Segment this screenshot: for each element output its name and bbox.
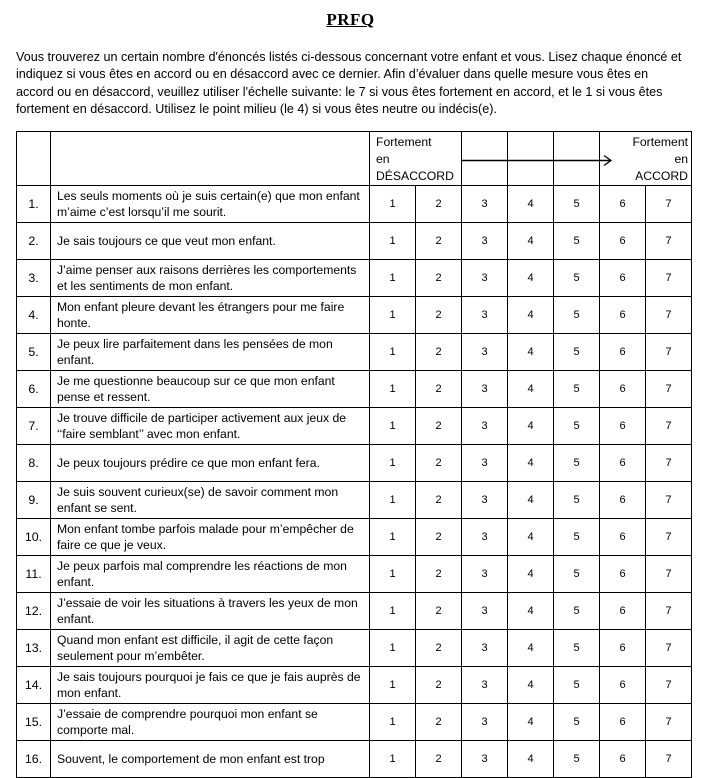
rating-option-1[interactable]: 1 [370,482,416,519]
scale-disagree-line3: DÉSACCORD [376,169,454,183]
rating-option-6[interactable]: 6 [600,741,646,778]
item-statement: Je sais toujours pourquoi je fais ce que je fais auprès de mon enfant. [51,667,370,704]
rating-option-1[interactable]: 1 [370,556,416,593]
scale-disagree-line2: en [376,152,390,166]
rating-option-6[interactable]: 6 [600,297,646,334]
rating-option-7[interactable]: 7 [646,704,692,741]
rating-option-1[interactable]: 1 [370,593,416,630]
rating-option-3[interactable]: 3 [462,297,508,334]
rating-option-2[interactable]: 2 [416,630,462,667]
item-row [17,408,692,445]
rating-option-1[interactable]: 1 [370,519,416,556]
item-row [17,519,692,556]
rating-option-3[interactable]: 3 [462,408,508,445]
item-statement: Souvent, le comportement de mon enfant est trop [51,741,370,778]
rating-option-7[interactable]: 7 [646,667,692,704]
rating-option-3[interactable]: 3 [462,630,508,667]
rating-option-7[interactable]: 7 [646,482,692,519]
rating-option-7[interactable]: 7 [646,408,692,445]
rating-option-2[interactable]: 2 [416,519,462,556]
rating-option-7[interactable]: 7 [646,593,692,630]
rating-option-6[interactable]: 6 [600,186,646,223]
rating-option-4[interactable]: 4 [508,334,554,371]
rating-option-2[interactable]: 2 [416,556,462,593]
item-row [17,260,692,297]
item-number: 6. [17,371,51,408]
rating-option-5[interactable]: 5 [554,556,600,593]
scale-agree-line3: ACCORD [635,169,688,183]
rating-option-5[interactable]: 5 [554,519,600,556]
rating-option-6[interactable]: 6 [600,667,646,704]
rating-option-4[interactable]: 4 [508,297,554,334]
rating-option-7[interactable]: 7 [646,519,692,556]
rating-option-5[interactable]: 5 [554,445,600,482]
rating-option-7[interactable]: 7 [646,297,692,334]
item-number: 10. [17,519,51,556]
rating-option-2[interactable]: 2 [416,445,462,482]
rating-option-6[interactable]: 6 [600,223,646,260]
item-statement: Quand mon enfant est difficile, il agit de cette façon seulement pour m’embêter. [51,630,370,667]
rating-option-5[interactable]: 5 [554,297,600,334]
rating-option-4[interactable]: 4 [508,630,554,667]
instructions-paragraph: Vous trouverez un certain nombre d'énoncés listés ci-dessous concernant votre enfant et vous. Lisez chaque énoncé et indiquez si vous êtes en accord ou en désaccord avec ce dernier. Afin d’évaluer dans quelle mesure vous êtes en accord ou en désaccord, veuillez utiliser l'échelle suivante: le 7 si vous êtes fortement en accord, et le 1 si vous êtes fortement en désaccord. Utilisez le point milieu (le 4) si vous êtes neutre ou indécis(e). [16,50,682,117]
rating-option-2[interactable]: 2 [416,482,462,519]
item-statement: J’essaie de comprendre pourquoi mon enfant se comporte mal. [51,704,370,741]
rating-option-2[interactable]: 2 [416,186,462,223]
rating-option-3[interactable]: 3 [462,482,508,519]
rating-option-1[interactable]: 1 [370,630,416,667]
scale-disagree-line1: Fortement [376,135,432,149]
item-row [17,334,692,371]
rating-option-2[interactable]: 2 [416,704,462,741]
item-statement: Je peux lire parfaitement dans les pensées de mon enfant. [51,334,370,371]
item-row [17,371,692,408]
rating-option-5[interactable]: 5 [554,482,600,519]
item-number: 13. [17,630,51,667]
rating-option-6[interactable]: 6 [600,334,646,371]
scale-arrow-icon [461,153,617,169]
item-number: 5. [17,334,51,371]
item-statement: J’aime penser aux raisons derrières les comportements et les sentiments de mon enfant. [51,260,370,297]
rating-option-6[interactable]: 6 [600,482,646,519]
item-statement: Mon enfant tombe parfois malade pour m’empêcher de faire ce que je veux. [51,519,370,556]
rating-option-7[interactable]: 7 [646,223,692,260]
item-number: 4. [17,297,51,334]
rating-option-6[interactable]: 6 [600,556,646,593]
questionnaire-table [16,131,692,778]
item-number: 12. [17,593,51,630]
item-number: 8. [17,445,51,482]
rating-option-3[interactable]: 3 [462,704,508,741]
item-number: 14. [17,667,51,704]
item-number: 11. [17,556,51,593]
rating-option-5[interactable]: 5 [554,704,600,741]
rating-option-1[interactable]: 1 [370,297,416,334]
rating-option-3[interactable]: 3 [462,186,508,223]
rating-option-2[interactable]: 2 [416,741,462,778]
item-statement: Je peux parfois mal comprendre les réactions de mon enfant. [51,556,370,593]
rating-option-4[interactable]: 4 [508,741,554,778]
item-row [17,630,692,667]
rating-option-4[interactable]: 4 [508,556,554,593]
rating-option-3[interactable]: 3 [462,371,508,408]
item-statement: J’essaie de voir les situations à travers les yeux de mon enfant. [51,593,370,630]
rating-option-4[interactable]: 4 [508,445,554,482]
rating-option-2[interactable]: 2 [416,408,462,445]
item-row [17,593,692,630]
rating-option-5[interactable]: 5 [554,630,600,667]
rating-option-6[interactable]: 6 [600,630,646,667]
rating-option-4[interactable]: 4 [508,223,554,260]
rating-option-1[interactable]: 1 [370,371,416,408]
item-row [17,704,692,741]
rating-option-6[interactable]: 6 [600,593,646,630]
rating-option-6[interactable]: 6 [600,445,646,482]
rating-option-7[interactable]: 7 [646,186,692,223]
rating-option-4[interactable]: 4 [508,482,554,519]
rating-option-2[interactable]: 2 [416,593,462,630]
rating-option-3[interactable]: 3 [462,334,508,371]
rating-option-5[interactable]: 5 [554,741,600,778]
rating-option-3[interactable]: 3 [462,741,508,778]
rating-option-2[interactable]: 2 [416,667,462,704]
rating-option-7[interactable]: 7 [646,334,692,371]
item-number: 1. [17,186,51,223]
item-statement: Je me questionne beaucoup sur ce que mon enfant pense et ressent. [51,371,370,408]
rating-option-3[interactable]: 3 [462,667,508,704]
item-row [17,556,692,593]
rating-option-2[interactable]: 2 [416,297,462,334]
rating-option-4[interactable]: 4 [508,519,554,556]
item-statement: Je trouve difficile de participer activement aux jeux de ‘‘faire semblant’’ avec mon enfant. [51,408,370,445]
rating-option-1[interactable]: 1 [370,667,416,704]
rating-option-3[interactable]: 3 [462,223,508,260]
rating-option-3[interactable]: 3 [462,519,508,556]
header-empty-num [17,132,51,186]
rating-option-1[interactable]: 1 [370,408,416,445]
rating-option-5[interactable]: 5 [554,371,600,408]
item-row [17,186,692,223]
item-row [17,445,692,482]
rating-option-1[interactable]: 1 [370,741,416,778]
rating-option-6[interactable]: 6 [600,519,646,556]
header-empty-statement [51,132,370,186]
rating-option-6[interactable]: 6 [600,260,646,297]
rating-option-5[interactable]: 5 [554,408,600,445]
item-number: 3. [17,260,51,297]
rating-option-4[interactable]: 4 [508,260,554,297]
item-statement: Je sais toujours ce que veut mon enfant. [51,223,370,260]
scale-label-disagree [370,132,462,186]
rating-option-5[interactable]: 5 [554,334,600,371]
rating-option-4[interactable]: 4 [508,667,554,704]
rating-option-5[interactable]: 5 [554,223,600,260]
rating-option-7[interactable]: 7 [646,556,692,593]
rating-option-4[interactable]: 4 [508,371,554,408]
rating-option-3[interactable]: 3 [462,260,508,297]
rating-option-2[interactable]: 2 [416,223,462,260]
rating-option-3[interactable]: 3 [462,593,508,630]
rating-option-1[interactable]: 1 [370,445,416,482]
scale-agree-line1: Fortement [632,135,688,149]
rating-option-6[interactable]: 6 [600,371,646,408]
rating-option-1[interactable]: 1 [370,186,416,223]
item-row [17,297,692,334]
item-row [17,223,692,260]
rating-option-1[interactable]: 1 [370,260,416,297]
rating-option-3[interactable]: 3 [462,445,508,482]
rating-option-2[interactable]: 2 [416,334,462,371]
rating-option-2[interactable]: 2 [416,260,462,297]
rating-option-2[interactable]: 2 [416,371,462,408]
rating-option-5[interactable]: 5 [554,260,600,297]
rating-option-3[interactable]: 3 [462,556,508,593]
rating-option-4[interactable]: 4 [508,186,554,223]
scale-agree-line2: en [674,152,688,166]
rating-option-4[interactable]: 4 [508,704,554,741]
rating-option-1[interactable]: 1 [370,223,416,260]
rating-option-7[interactable]: 7 [646,741,692,778]
rating-option-5[interactable]: 5 [554,667,600,704]
item-number: 15. [17,704,51,741]
rating-option-1[interactable]: 1 [370,334,416,371]
rating-option-6[interactable]: 6 [600,408,646,445]
item-number: 2. [17,223,51,260]
item-statement: Je suis souvent curieux(se) de savoir comment mon enfant se sent. [51,482,370,519]
rating-option-1[interactable]: 1 [370,704,416,741]
item-statement: Les seuls moments où je suis certain(e) que mon enfant m’aime c’est lorsqu’il me sourit. [51,186,370,223]
item-number: 16. [17,741,51,778]
rating-option-4[interactable]: 4 [508,593,554,630]
item-statement: Je peux toujours prédire ce que mon enfant fera. [51,445,370,482]
rating-option-4[interactable]: 4 [508,408,554,445]
rating-option-7[interactable]: 7 [646,260,692,297]
page-title: PRFQ [326,10,375,29]
item-row [17,741,692,778]
item-number: 9. [17,482,51,519]
rating-option-7[interactable]: 7 [646,445,692,482]
item-row [17,667,692,704]
rating-option-5[interactable]: 5 [554,186,600,223]
rating-option-5[interactable]: 5 [554,593,600,630]
item-statement: Mon enfant pleure devant les étrangers pour me faire honte. [51,297,370,334]
item-number: 7. [17,408,51,445]
rating-option-7[interactable]: 7 [646,371,692,408]
item-row [17,482,692,519]
rating-option-6[interactable]: 6 [600,704,646,741]
rating-option-7[interactable]: 7 [646,630,692,667]
